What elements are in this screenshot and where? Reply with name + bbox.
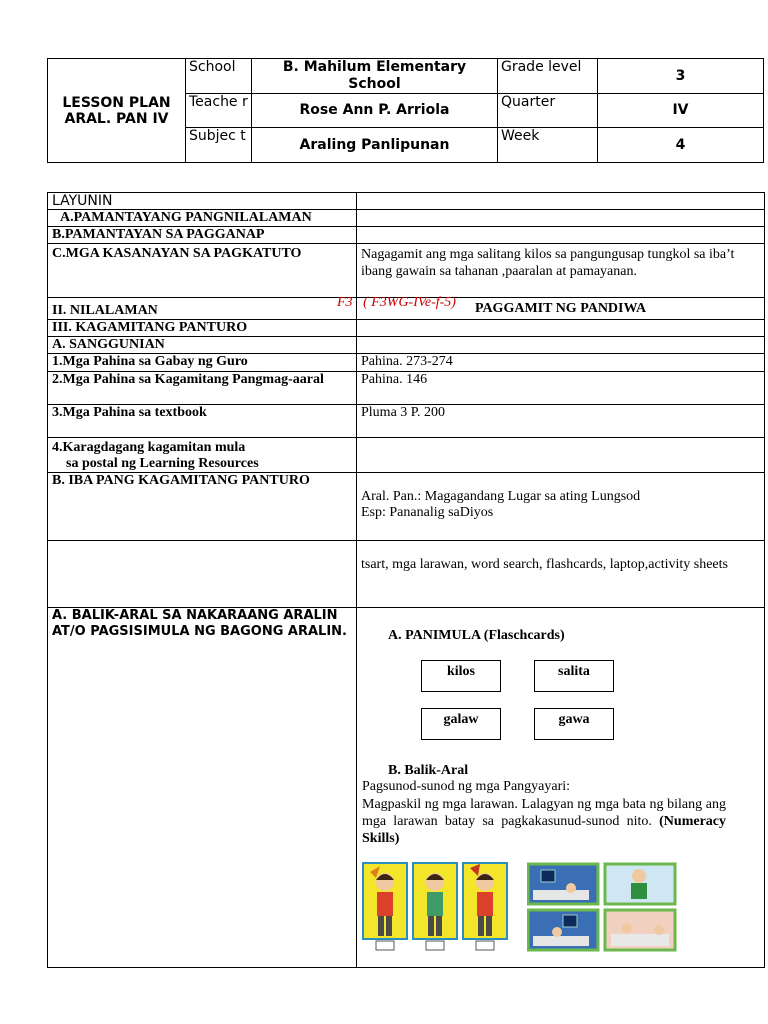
materials-value: tsart, mga larawan, word search, flashcards, laptop,activity sheets [357,541,765,608]
panimula-heading: A. PANIMULA (Flaschcards) [388,628,565,643]
gabay-label: 1.Mga Pahina sa Gabay ng Guro [48,354,357,372]
numeracy-note: (Numeracy Skills) [362,814,727,846]
teacher-label: Teache r [186,94,252,128]
week-value: 4 [598,128,764,163]
competency-code-value: ( F3WG-IVe-f-5) [363,295,456,310]
iba-pang-kagamitan-label: B. IBA PANG KAGAMITANG PANTURO [48,473,357,541]
pamantayang-pangnilalaman-label: A.PAMANTAYANG PANGNILALAMAN [48,210,357,227]
flashcard-kilos: kilos [421,660,501,692]
karagdagang-line-1: 4.Karagdagang kagamitan mula [52,440,246,455]
instruction-body: Magpaskil ng mga larawan. Lalagyan ng mga bata ng bilang ang mga larawan batay sa pagkakasunud-sunod nito. [362,797,726,829]
sequence-picture-1 [362,862,510,954]
week-label: Week [498,128,598,163]
quarter-label: Quarter [498,94,598,128]
panel-1 [363,863,407,939]
quarter-value: IV [598,94,764,128]
kasanayan-label: C.MGA KASANAYAN SA PAGKATUTO [48,244,357,298]
instruction-text [362,796,726,847]
kagamitang-pangmag-aaral-value: Pahina. 146 [357,372,765,405]
competency-code-prefix: F3 [337,295,353,310]
iba-pang-line-1: Aral. Pan.: Magagandang Lugar sa ating Lungsod [361,489,641,504]
flashcard-galaw: galaw [421,708,501,740]
subject-label: Subjec t [186,128,252,163]
scene-sleep [528,864,598,904]
karagdagang-kagamitan-label [48,438,357,473]
panel-2 [413,863,457,939]
header-table [47,58,764,163]
iba-pang-kagamitan-value [357,473,765,541]
school-value: B. Mahilum Elementary School [252,59,498,94]
flashcard-salita: salita [534,660,614,692]
scene-morning [605,910,675,950]
balik-aral-heading: B. Balik-Aral [388,763,469,778]
title-line-1: LESSON PLAN [62,94,171,111]
balik-aral-label: A. BALIK-ARAL SA NAKARAANG ARALIN AT/O PAGSISIMULA NG BAGONG ARALIN. [48,608,357,968]
flashcard-gawa: gawa [534,708,614,740]
sanggunian-label: A. SANGGUNIAN [48,337,357,354]
title-line-2: ARAL. PAN IV [64,110,169,127]
competency-code [330,279,456,311]
karagdagang-kagamitan-value [357,438,765,473]
grade-label: Grade level [498,59,598,94]
scene-bathroom [605,864,675,904]
kagamitang-panturo-label: III. KAGAMITANG PANTURO [48,320,357,337]
materials-label [48,541,357,608]
panel-3 [463,863,507,939]
pamantayang-pangnilalaman-value [357,210,765,227]
pamantayan-pagganap-label: B.PAMANTAYAN SA PAGGANAP [48,227,357,244]
karagdagang-line-2: sa postal ng Learning Resources [66,456,259,471]
kagamitang-pangmag-aaral-label: 2.Mga Pahina sa Kagamitang Pangmag-aaral [48,372,357,405]
subject-value: Araling Panlipunan [252,128,498,163]
gabay-value: Pahina. 273-274 [357,354,765,372]
iba-pang-line-2: Esp: Pananalig saDiyos [361,505,494,520]
sanggunian-value [357,337,765,354]
kagamitang-panturo-value [357,320,765,337]
lesson-plan-title [48,59,186,163]
grade-value: 3 [598,59,764,94]
kasanayan-text: Nagagamit ang mga salitang kilos sa pangungusap tungkol sa iba’t ibang gawain sa tahanan ,paaralan at pamayanan. [361,247,735,279]
layunin-value [357,193,765,210]
pamantayan-pagganap-value [357,227,765,244]
textbook-value: Pluma 3 P. 200 [357,405,765,438]
layunin-label: LAYUNIN [48,193,357,210]
nilalaman-value: PAGGAMIT NG PANDIWA [357,298,765,320]
teacher-value: Rose Ann P. Arriola [252,94,498,128]
sequence-picture-2 [527,862,679,954]
textbook-label: 3.Mga Pahina sa textbook [48,405,357,438]
school-label: School [186,59,252,94]
scene-waking [528,910,598,950]
pagsunod-text: Pagsunod-sunod ng mga Pangyayari: [362,779,571,794]
nilalaman-label: II. NILALAMAN [48,298,357,320]
